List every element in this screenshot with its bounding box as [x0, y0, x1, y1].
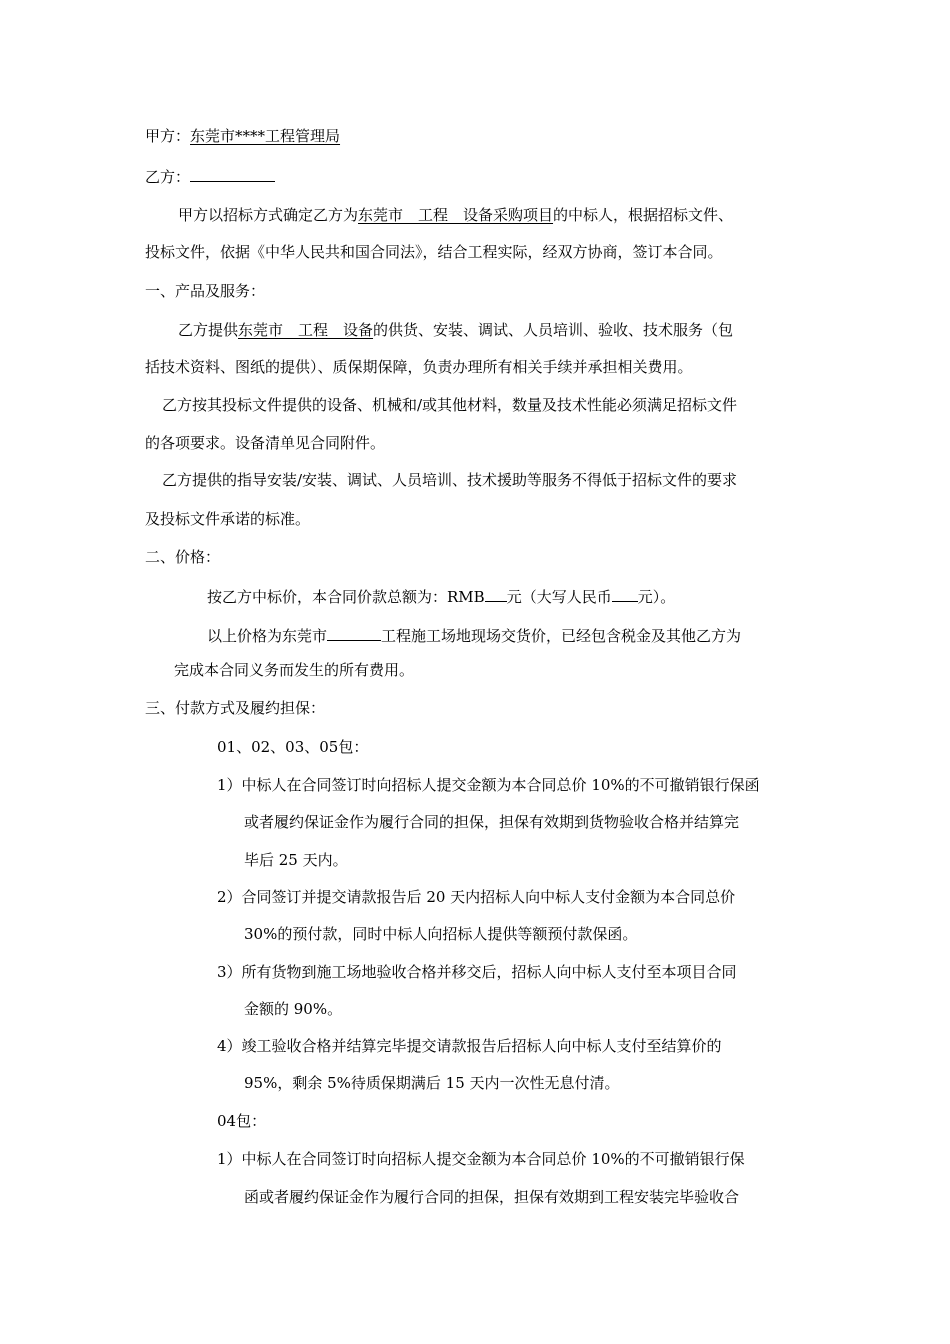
- project-name: 东莞市 工程 设备采购项目: [358, 206, 554, 224]
- intro-text-post: 的中标人，根据招标文件、: [553, 206, 734, 224]
- price-pre: 按乙方中标价，本合同价款总额为：RMB: [207, 588, 485, 606]
- item-3-line-1: 3）所有货物到施工场地验收合格并移交后，招标人向中标人支付至本项目合同: [217, 963, 737, 981]
- item-3-line-2: 金额的 90%。: [244, 1000, 343, 1018]
- item-1-line-2: 或者履约保证金作为履行合同的担保，担保有效期到货物验收合格并结算完: [244, 813, 740, 831]
- section-1-p1-line-2: 括技术资料、图纸的提供）、质保期保障，负责办理所有相关手续并承担相关费用。: [145, 358, 693, 376]
- package-2-item-1-line-1: 1）中标人在合同签订时向招标人提交金额为本合同总价 10%的不可撤销银行保: [217, 1150, 745, 1168]
- package-1-heading: 01、02、03、05包：: [217, 738, 369, 756]
- s1-p1-post: 的供货、安装、调试、人员培训、验收、技术服务（包: [373, 321, 734, 339]
- party-b-label: 乙方：: [145, 168, 191, 186]
- party-a-value: 东莞市****工程管理局: [190, 127, 341, 145]
- section-2-p2-line-1: [207, 624, 741, 644]
- section-2-heading: 二、价格：: [145, 548, 221, 566]
- section-1-p2-line-2: 的各项要求。设备清单见合同附件。: [145, 434, 386, 452]
- equipment-name: 东莞市 工程 设备: [238, 321, 374, 339]
- item-2-line-1: 2）合同签订并提交请款报告后 20 天内招标人向中标人支付金额为本合同总价: [217, 888, 736, 906]
- party-a-line: [145, 126, 340, 146]
- intro-line-1: [178, 205, 733, 225]
- section-1-p3-line-1: 乙方提供的指导安装/安装、调试、人员培训、技术援助等服务不得低于招标文件的要求: [162, 471, 738, 489]
- price-post: 元）。: [637, 588, 676, 606]
- section-3-heading: 三、付款方式及履约担保：: [145, 699, 326, 717]
- item-1-line-3: 毕后 25 天内。: [244, 851, 348, 869]
- price-mid: 元（大写人民币: [506, 588, 612, 606]
- section-1-heading: 一、产品及服务：: [145, 282, 266, 300]
- section-2-p1: [207, 585, 675, 605]
- party-a-label: 甲方：: [145, 127, 191, 145]
- party-b-blank: [190, 165, 275, 182]
- intro-text: 甲方以招标方式确定乙方为: [178, 206, 359, 224]
- price-words-blank: [612, 585, 638, 602]
- item-1-line-1: 1）中标人在合同签订时向招标人提交金额为本合同总价 10%的不可撤销银行保函: [217, 776, 760, 794]
- section-2-p2-line-2: 完成本合同义务而发生的所有费用。: [174, 661, 415, 679]
- intro-line-2: 投标文件，依据《中华人民共和国合同法》，结合工程实际，经双方协商，签订本合同。: [145, 243, 723, 261]
- section-1-p1-line-1: [178, 320, 733, 340]
- delivery-pre: 以上价格为东莞市: [207, 627, 328, 645]
- package-2-heading: 04包：: [217, 1112, 267, 1130]
- price-blank: [485, 585, 507, 602]
- item-2-line-2: 30%的预付款，同时中标人向招标人提供等额预付款保函。: [244, 925, 638, 943]
- section-1-p2-line-1: 乙方按其投标文件提供的设备、机械和/或其他材料，数量及技术性能必须满足招标文件: [162, 396, 738, 414]
- section-1-p3-line-2: 及投标文件承诺的标准。: [145, 510, 311, 528]
- delivery-post: 工程施工场地现场交货价，已经包含税金及其他乙方为: [381, 627, 742, 645]
- item-4-line-2: 95%，剩余 5%待质保期满后 15 天内一次性无息付清。: [244, 1074, 620, 1092]
- s1-p1-pre: 乙方提供: [178, 321, 239, 339]
- package-2-item-1-line-2: 函或者履约保证金作为履行合同的担保，担保有效期到工程安装完毕验收合: [244, 1188, 740, 1206]
- item-4-line-1: 4）竣工验收合格并结算完毕提交请款报告后招标人向中标人支付至结算价的: [217, 1037, 722, 1055]
- delivery-blank: [327, 624, 381, 641]
- party-b-line: [145, 165, 275, 185]
